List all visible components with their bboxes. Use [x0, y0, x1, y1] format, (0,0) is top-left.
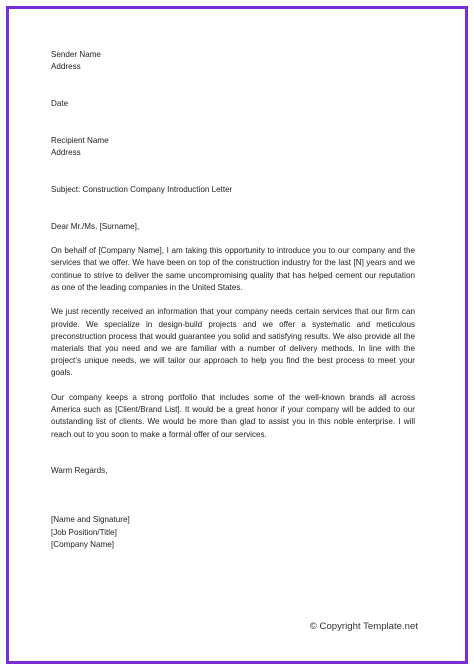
signature-name: [Name and Signature]	[51, 515, 130, 525]
closing: Warm Regards,	[51, 466, 108, 476]
letter-subject: Subject: Construction Company Introduction Letter	[51, 184, 233, 194]
signature-position: [Job Position/Title]	[51, 527, 117, 537]
paragraph-introduction: On behalf of [Company Name], I am taking this opportunity to introduce you to our company and the services that we offer. We have been on top of the construction industry for the last [N] years and we continue to strive to deliver the same uncompromising quality that has helped cement our reputation as one of the leading companies in the United States.	[51, 246, 415, 292]
recipient-name: Recipient Name	[51, 135, 109, 145]
sender-address: Address	[51, 62, 81, 72]
salutation: Dear Mr./Ms. [Surname],	[51, 221, 140, 231]
paragraph-portfolio: Our company keeps a strong portfolio that includes some of the well-known brands all across America such as [Client/Brand List]. It would be a great honor if your company will be added to our outstanding list of clients. We would be more than glad to assist you in this noble enterprise. I will reach out to you soon to make a formal offer of our services.	[51, 393, 415, 439]
recipient-address: Address	[51, 148, 81, 157]
sender-name: Sender Name	[51, 50, 101, 59]
letter-body	[51, 49, 415, 551]
paragraph-services: We just recently received an information that your company needs certain services that our firm can provide. We specialize in design-build projects and we offer a systematic and meticulous preconstruction process that would guarantee you solid and satisfying results. We also provide all the materials that you need and we are familiar with a number of delivery methods. In line with the project’s unique needs, we will tailor our approach to help you find the best process to meet your goals.	[51, 307, 415, 378]
letter-date: Date	[51, 99, 69, 108]
copyright-footer: © Copyright Template.net	[309, 621, 418, 632]
signature-company: [Company Name]	[51, 539, 114, 549]
